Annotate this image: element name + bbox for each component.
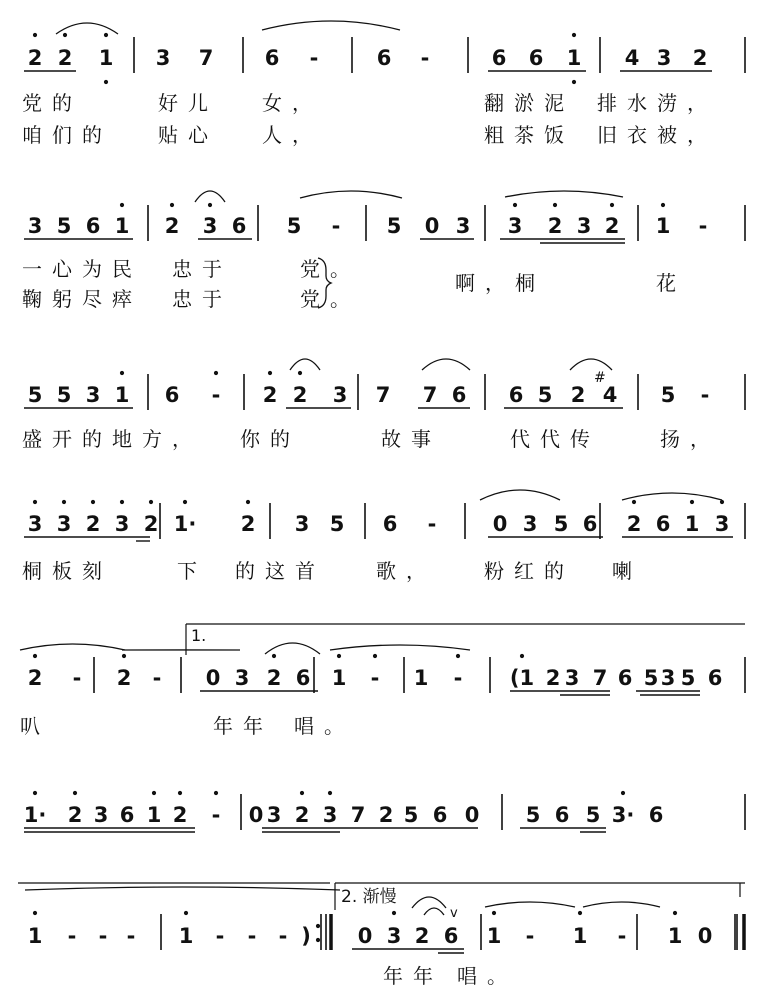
note: 3 (522, 512, 538, 536)
note: 1 (667, 924, 683, 948)
lyric-text: 啊，桐 (455, 271, 545, 295)
lyric-text: 的这首 (235, 559, 325, 583)
note: 1 (178, 924, 194, 948)
octave-dot (120, 500, 124, 504)
note: 6 (376, 46, 392, 70)
note: 3 (202, 214, 218, 238)
lyric-text: 扬， (660, 427, 720, 451)
octave-dot (149, 500, 153, 504)
note: 2 (143, 512, 159, 536)
octave-dot (632, 500, 636, 504)
note: 2 (67, 803, 83, 827)
note: 6 (264, 46, 280, 70)
note: - (420, 46, 430, 70)
note: 4 (602, 383, 618, 407)
note: 3 (85, 383, 101, 407)
note: 1 (655, 214, 671, 238)
octave-dot (272, 654, 276, 658)
lyric-text: 忠于 (172, 287, 232, 311)
lyric-text: 花 (656, 271, 686, 295)
note: 6 (451, 383, 467, 407)
note: 0 (492, 512, 508, 536)
octave-dot (621, 791, 625, 795)
octave-dot (492, 911, 496, 915)
breath-mark: v (450, 906, 458, 921)
note: 7 (198, 46, 214, 70)
note: 5 (56, 214, 72, 238)
lyric-text: 故事 (381, 427, 441, 451)
note: - (247, 924, 257, 948)
lyric-text: 党。 (300, 287, 360, 311)
note: 0 (697, 924, 713, 948)
note: 2 (692, 46, 708, 70)
octave-dot (33, 791, 37, 795)
note: 6 (164, 383, 180, 407)
note: 2 (57, 46, 73, 70)
octave-dot (572, 33, 576, 37)
slur (622, 493, 722, 500)
lyric-text: 党的 (22, 91, 82, 115)
octave-dot (673, 911, 677, 915)
note: ) (301, 924, 311, 948)
octave-dot (316, 938, 320, 942)
note: 5 (643, 666, 659, 690)
octave-dot (208, 203, 212, 207)
note: - (211, 803, 221, 827)
lyric-text: 桐板刻 (22, 559, 112, 583)
slur (330, 645, 470, 650)
lyric-text: 代代传 (510, 427, 600, 451)
octave-dot (91, 500, 95, 504)
note: - (67, 924, 77, 948)
note: 3 (56, 512, 72, 536)
note: 3 (322, 803, 338, 827)
note: - (370, 666, 380, 690)
note: 0 (464, 803, 480, 827)
note: 2 (85, 512, 101, 536)
octave-dot (661, 203, 665, 207)
note: 2 (164, 214, 180, 238)
lyric-text: 盛开的地方， (22, 427, 202, 451)
octave-dot (178, 791, 182, 795)
note: 1 (146, 803, 162, 827)
note: - (309, 46, 319, 70)
octave-dot (120, 371, 124, 375)
slur (300, 191, 402, 198)
note: 3 (576, 214, 592, 238)
note: 3 (332, 383, 348, 407)
note: 5 (286, 214, 302, 238)
note: - (72, 666, 82, 690)
octave-dot (520, 654, 524, 658)
note: 1 (114, 383, 130, 407)
lyric-text: 一心为民 (22, 257, 142, 281)
note: 3 (386, 924, 402, 948)
note: 1 (684, 512, 700, 536)
note: 0 (357, 924, 373, 948)
octave-dot (33, 654, 37, 658)
note: 5 (56, 383, 72, 407)
note: - (700, 383, 710, 407)
octave-dot (720, 500, 724, 504)
lyric-text: 人， (262, 123, 322, 147)
note: 5 (537, 383, 553, 407)
slur (422, 359, 470, 370)
note: 2 (626, 512, 642, 536)
lyric-text: 年年 (213, 714, 273, 738)
note: 0 (424, 214, 440, 238)
slur (20, 644, 125, 650)
note: 2 (545, 666, 561, 690)
note: 6 (432, 803, 448, 827)
octave-dot (104, 33, 108, 37)
octave-dot (33, 911, 37, 915)
octave-dot (337, 654, 341, 658)
note: - (152, 666, 162, 690)
note: 6 (85, 214, 101, 238)
octave-dot (62, 500, 66, 504)
note: 6 (491, 46, 507, 70)
lyric-text: 鞠躬尽瘁 (22, 287, 142, 311)
lyric-text: 贴心 (158, 123, 218, 147)
note: 6 (508, 383, 524, 407)
note: 1 (413, 666, 429, 690)
note: 4 (624, 46, 640, 70)
note: 3 (656, 46, 672, 70)
note: 2 (378, 803, 394, 827)
octave-dot (298, 371, 302, 375)
note: 1 (114, 214, 130, 238)
note: 2 (262, 383, 278, 407)
note: 1 (98, 46, 114, 70)
note: 3 (234, 666, 250, 690)
note: (1 (509, 666, 535, 690)
note: 6 (655, 512, 671, 536)
note: 2 (240, 512, 256, 536)
note: 0 (205, 666, 221, 690)
note: 3 (564, 666, 580, 690)
note: 7 (592, 666, 608, 690)
octave-dot (33, 500, 37, 504)
note: 3 (27, 512, 43, 536)
octave-dot (316, 924, 320, 928)
note: 2 (604, 214, 620, 238)
note: - (453, 666, 463, 690)
octave-dot (104, 80, 108, 84)
octave-dot (152, 791, 156, 795)
note: 6 (617, 666, 633, 690)
octave-dot (73, 791, 77, 795)
note: 6 (707, 666, 723, 690)
slur (485, 902, 575, 907)
octave-dot (456, 654, 460, 658)
note: 6 (528, 46, 544, 70)
lyric-text: 忠于 (172, 257, 232, 281)
lyric-text: 喇 (612, 559, 642, 583)
note: 2 (172, 803, 188, 827)
note: 3 (155, 46, 171, 70)
note: 2 (570, 383, 586, 407)
slur (195, 191, 225, 202)
octave-dot (120, 203, 124, 207)
lyric-text: 唱。 (294, 714, 354, 738)
octave-dot (392, 911, 396, 915)
note: 5 (660, 383, 676, 407)
note: - (98, 924, 108, 948)
note: 6 (582, 512, 598, 536)
octave-dot (122, 654, 126, 658)
note: 2 (27, 46, 43, 70)
slur (25, 887, 340, 890)
note: 5 (680, 666, 696, 690)
octave-dot (610, 203, 614, 207)
note: 3 (660, 666, 676, 690)
note: 1 (331, 666, 347, 690)
note: 7 (422, 383, 438, 407)
note: - (698, 214, 708, 238)
note: 6 (554, 803, 570, 827)
octave-dot (246, 500, 250, 504)
note: 5 (403, 803, 419, 827)
slur (583, 902, 660, 907)
fermata (424, 908, 444, 915)
note: 3 (455, 214, 471, 238)
lyric-text: 唱。 (457, 964, 517, 988)
lyric-text: 女， (262, 91, 322, 115)
note: 1 (566, 46, 582, 70)
lyric-text: 粗茶饭 (484, 123, 574, 147)
note: - (427, 512, 437, 536)
octave-dot (373, 654, 377, 658)
lyric-text: 旧衣被， (597, 123, 717, 147)
octave-dot (553, 203, 557, 207)
note: 2 (292, 383, 308, 407)
lyric-text: 咱们的 (22, 123, 112, 147)
note: 3 (266, 803, 282, 827)
note: - (331, 214, 341, 238)
volta-second-ending-label: 2. 渐慢 (341, 887, 397, 907)
note: 7 (375, 383, 391, 407)
note: 2 (547, 214, 563, 238)
note: 2 (266, 666, 282, 690)
octave-dot (578, 911, 582, 915)
slur (412, 897, 446, 908)
note: 5 (525, 803, 541, 827)
lyric-text: 歌， (376, 559, 436, 583)
note: 3 (114, 512, 130, 536)
note: 5 (585, 803, 601, 827)
octave-dot (63, 33, 67, 37)
note: 6 (119, 803, 135, 827)
volta-first-ending-label: 1. (191, 626, 207, 645)
sharp-sign: # (594, 370, 606, 386)
note: - (525, 924, 535, 948)
note: 5 (553, 512, 569, 536)
note: 3 (714, 512, 730, 536)
note: 3 (93, 803, 109, 827)
slur (290, 359, 320, 370)
note: 3 (294, 512, 310, 536)
note: 3· (611, 803, 635, 827)
note: 1 (486, 924, 502, 948)
slur (262, 21, 400, 30)
note: - (617, 924, 627, 948)
note: 7 (350, 803, 366, 827)
octave-dot (268, 371, 272, 375)
note: 3 (27, 214, 43, 238)
lyric-text: 下 (177, 559, 207, 583)
slur (480, 490, 560, 500)
lyric-text: 党。 (300, 257, 360, 281)
octave-dot (300, 791, 304, 795)
slur (56, 23, 118, 34)
note: 6 (231, 214, 247, 238)
note: 6 (295, 666, 311, 690)
lyric-text: 粉红的 (484, 559, 574, 583)
octave-dot (183, 500, 187, 504)
note: 6 (443, 924, 459, 948)
note: 1 (27, 924, 43, 948)
note: - (126, 924, 136, 948)
note: 2 (294, 803, 310, 827)
note: 5 (386, 214, 402, 238)
octave-dot (328, 791, 332, 795)
note: - (215, 924, 225, 948)
note: 6 (382, 512, 398, 536)
lyric-text: 翻淤泥 (484, 91, 574, 115)
note: 1· (173, 512, 197, 536)
lyric-text: 叭 (20, 714, 50, 738)
octave-dot (690, 500, 694, 504)
octave-dot (184, 911, 188, 915)
octave-dot (214, 791, 218, 795)
note: - (278, 924, 288, 948)
octave-dot (513, 203, 517, 207)
octave-dot (33, 33, 37, 37)
lyric-text: 年年 (383, 964, 443, 988)
slur (505, 191, 623, 197)
note: 1· (23, 803, 47, 827)
note: 6 (648, 803, 664, 827)
note: 0 (248, 803, 264, 827)
octave-dot (170, 203, 174, 207)
note: 2 (414, 924, 430, 948)
octave-dot (572, 80, 576, 84)
note: 3 (507, 214, 523, 238)
octave-dot (214, 371, 218, 375)
lyric-text: 好儿 (158, 91, 218, 115)
note: - (211, 383, 221, 407)
lyric-text: 你的 (240, 427, 300, 451)
lyric-text: 排水涝， (597, 91, 717, 115)
slur (570, 359, 612, 370)
note: 1 (572, 924, 588, 948)
note: 5 (27, 383, 43, 407)
note: 2 (116, 666, 132, 690)
note: 5 (329, 512, 345, 536)
note: 2 (27, 666, 43, 690)
slur (265, 643, 320, 654)
